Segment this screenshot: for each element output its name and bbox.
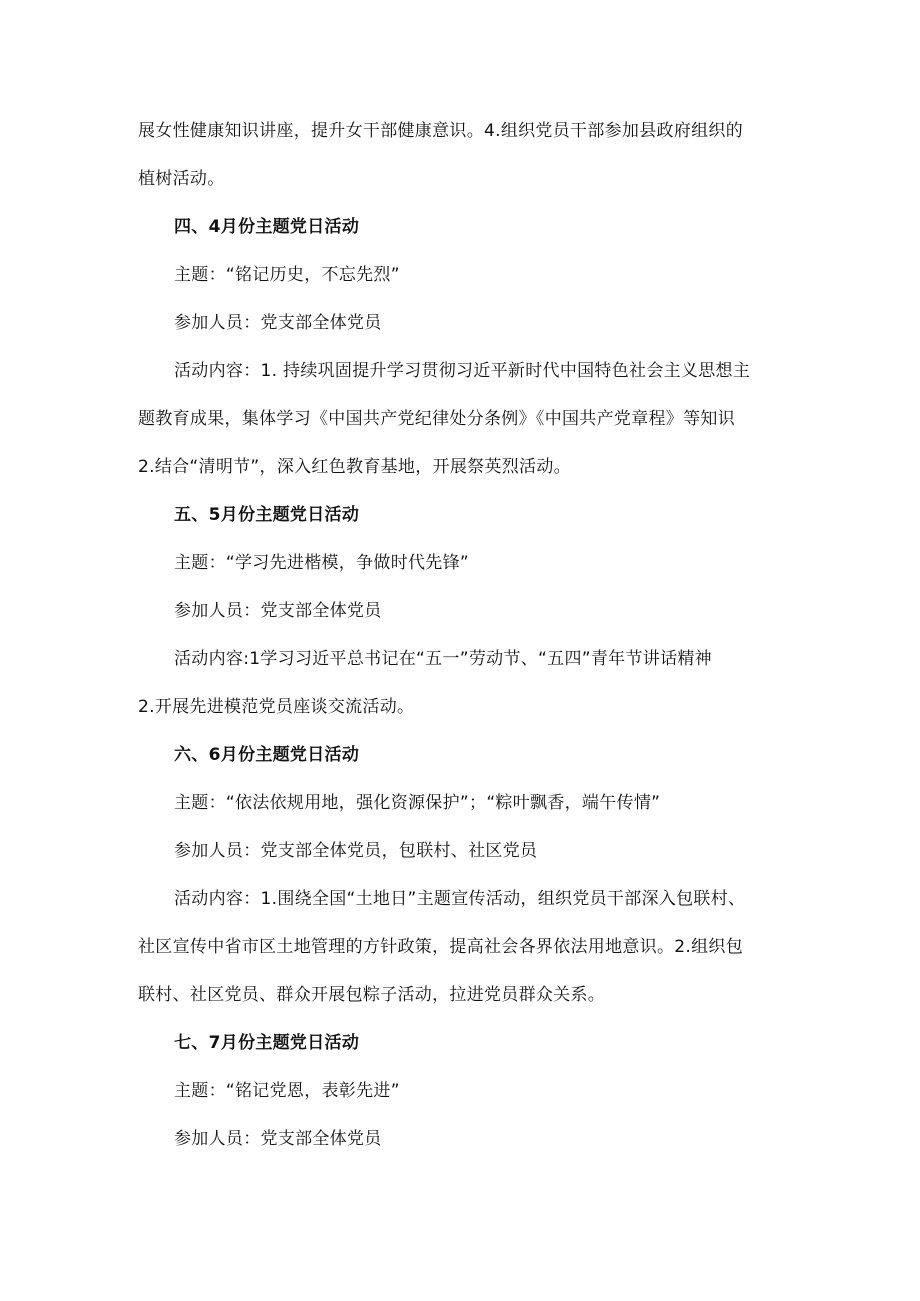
section-heading-may: 五、5月份主题党日活动 bbox=[174, 505, 360, 525]
participants-line: 参加人员：党支部全体党员 bbox=[174, 601, 382, 621]
section-heading-april: 四、4月份主题党日活动 bbox=[174, 217, 360, 237]
participants-line: 参加人员：党支部全体党员，包联村、社区党员 bbox=[174, 841, 538, 861]
paragraph-line: 2.结合“清明节”，深入红色教育基地，开展祭英烈活动。 bbox=[138, 457, 571, 477]
participants-line: 参加人员：党支部全体党员 bbox=[174, 1129, 382, 1149]
paragraph-line: 2.开展先进模范党员座谈交流活动。 bbox=[138, 697, 415, 717]
paragraph-line: 展女性健康知识讲座，提升女干部健康意识。4.组织党员干部参加县政府组织的 bbox=[138, 121, 744, 141]
theme-line: 主题：“学习先进楷模，争做时代先锋” bbox=[174, 553, 470, 573]
paragraph-line: 题教育成果，集体学习《中国共产党纪律处分条例》《中国共产党章程》等知识 bbox=[138, 409, 735, 429]
content-line: 活动内容：1. 持续巩固提升学习贯彻习近平新时代中国特色社会主义思想主 bbox=[174, 361, 751, 381]
paragraph-line: 植树活动。 bbox=[138, 169, 225, 189]
theme-line: 主题：“铭记历史，不忘先烈” bbox=[174, 265, 400, 285]
theme-line: 主题：“依法依规用地，强化资源保护”；“粽叶飘香，端午传情” bbox=[174, 793, 661, 813]
paragraph-line: 社区宣传中省市区土地管理的方针政策，提高社会各界依法用地意识。2.组织包 bbox=[138, 937, 744, 957]
content-line: 活动内容：1.围绕全国“土地日”主题宣传活动，组织党员干部深入包联村、 bbox=[174, 889, 746, 909]
section-heading-july: 七、7月份主题党日活动 bbox=[174, 1033, 360, 1053]
theme-line: 主题：“铭记党恩，表彰先进” bbox=[174, 1081, 400, 1101]
section-heading-june: 六、6月份主题党日活动 bbox=[174, 745, 360, 765]
participants-line: 参加人员：党支部全体党员 bbox=[174, 313, 382, 333]
content-line: 活动内容:1学习习近平总书记在“五一”劳动节、“五四”青年节讲话精神 bbox=[174, 649, 712, 669]
paragraph-line: 联村、社区党员、群众开展包粽子活动，拉进党员群众关系。 bbox=[138, 985, 606, 1005]
